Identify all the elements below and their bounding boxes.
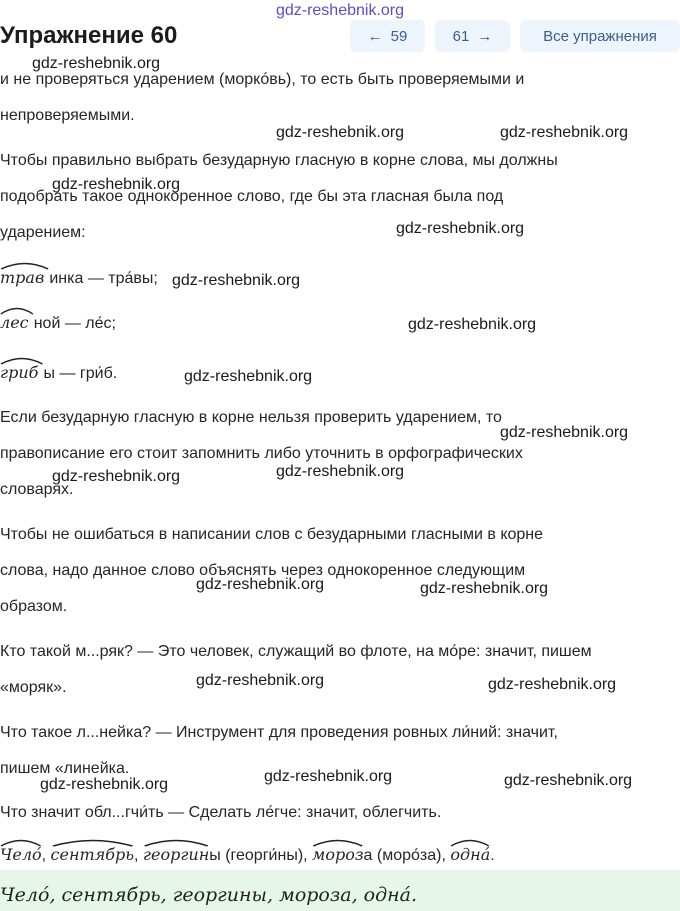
watermark: gdz-reshebnik.org <box>172 272 301 289</box>
text-line: Чтобы правильно выбрать безударную гласную в корне слова, мы должны <box>0 152 558 169</box>
root-arc-icon <box>143 835 209 847</box>
watermark: gdz-reshebnik.org <box>408 316 537 333</box>
watermark: gdz-reshebnik.org <box>40 776 169 793</box>
root-arc-icon <box>0 258 49 270</box>
word-root: одна́ <box>450 845 490 864</box>
example-line: трав инка — тра́вы; <box>0 268 158 289</box>
text-line: словарях. <box>0 481 74 498</box>
text-line: подобрать такое однокоренное слово, где бы эта гласная была под <box>0 188 504 205</box>
watermark: gdz-reshebnik.org <box>500 424 629 441</box>
example-line: лес ной — ле́с; <box>0 313 116 334</box>
all-exercises-label: Все упражнения <box>543 27 657 45</box>
arrow-left-icon: ← <box>367 27 383 45</box>
watermark: gdz-reshebnik.org <box>500 124 629 141</box>
watermark: gdz-reshebnik.org <box>196 672 325 689</box>
site-link[interactable]: gdz-reshebnik.org <box>275 2 405 19</box>
watermark: gdz-reshebnik.org <box>52 468 181 485</box>
text-line: Что такое л...нейка? — Инструмент для проведения ровных ли́ний: значит, <box>0 724 558 741</box>
watermark: gdz-reshebnik.org <box>52 176 181 193</box>
task-words-line: Чело́, сентябрь, георгины (георги́ны), мороза (моро́за), одна́. <box>0 845 495 866</box>
watermark: gdz-reshebnik.org <box>276 463 405 480</box>
page-title: Упражнение 60 <box>0 22 178 49</box>
root-arc-icon <box>0 835 42 847</box>
watermark: gdz-reshebnik.org <box>264 768 393 785</box>
next-exercise-button[interactable] <box>435 20 510 52</box>
watermark: gdz-reshebnik.org <box>196 576 325 593</box>
word-root: лес <box>0 313 34 332</box>
root-arc-icon <box>0 303 34 315</box>
root-arc-icon <box>450 835 490 847</box>
arrow-right-icon: → <box>477 27 493 45</box>
watermark: gdz-reshebnik.org <box>184 368 313 385</box>
example-line: гриб ы — гри́б. <box>0 363 117 384</box>
text-line: Если безударную гласную в корне нельзя проверить ударением, то <box>0 409 502 426</box>
watermark: gdz-reshebnik.org <box>32 55 161 72</box>
text-line: Кто такой м...ряк? — Это человек, служащий во флоте, на мо́ре: значит, пишем <box>0 643 592 660</box>
watermark: gdz-reshebnik.org <box>504 772 633 789</box>
watermark: gdz-reshebnik.org <box>276 124 405 141</box>
prev-exercise-label: 59 <box>390 27 408 45</box>
answer-text: Чело́, сентябрь, георгины, мороза, одна́. <box>0 884 418 906</box>
text-line: ударением: <box>0 224 86 241</box>
watermark: gdz-reshebnik.org <box>420 580 549 597</box>
root-arc-icon <box>312 835 364 847</box>
text-line: пишем «линейка. <box>0 760 130 777</box>
text-line: непроверяемыми. <box>0 107 135 124</box>
watermark: gdz-reshebnik.org <box>488 676 617 693</box>
next-exercise-label: 61 <box>452 27 470 45</box>
text-line: «моряк». <box>0 679 67 696</box>
word-root: георгин <box>143 845 209 864</box>
word-root: сентябрь <box>51 845 134 864</box>
all-exercises-button[interactable] <box>520 20 680 52</box>
watermark: gdz-reshebnik.org <box>396 220 525 237</box>
root-arc-icon <box>0 353 44 365</box>
text-line: образом. <box>0 598 68 615</box>
word-root: гриб <box>0 363 44 382</box>
text-line: Что значит обл...гчи́ть — Сделать ле́гче: значит, облегчить. <box>0 804 442 821</box>
text-line: и не проверяться ударением (морко́вь), то есть быть проверяемыми и <box>0 71 525 88</box>
word-root: трав <box>0 268 49 287</box>
word-root: Чело́ <box>0 845 42 864</box>
root-arc-icon <box>51 835 134 847</box>
word-root: мороз <box>312 845 364 864</box>
prev-exercise-button[interactable] <box>350 20 425 52</box>
text-line: правописание его стоит запомнить либо уточнить в орфографических <box>0 445 523 462</box>
text-line: слова, надо данное слово объяснять через однокоренное следующим <box>0 562 526 579</box>
text-line: Чтобы не ошибаться в написании слов с безударными гласными в корне <box>0 526 544 543</box>
